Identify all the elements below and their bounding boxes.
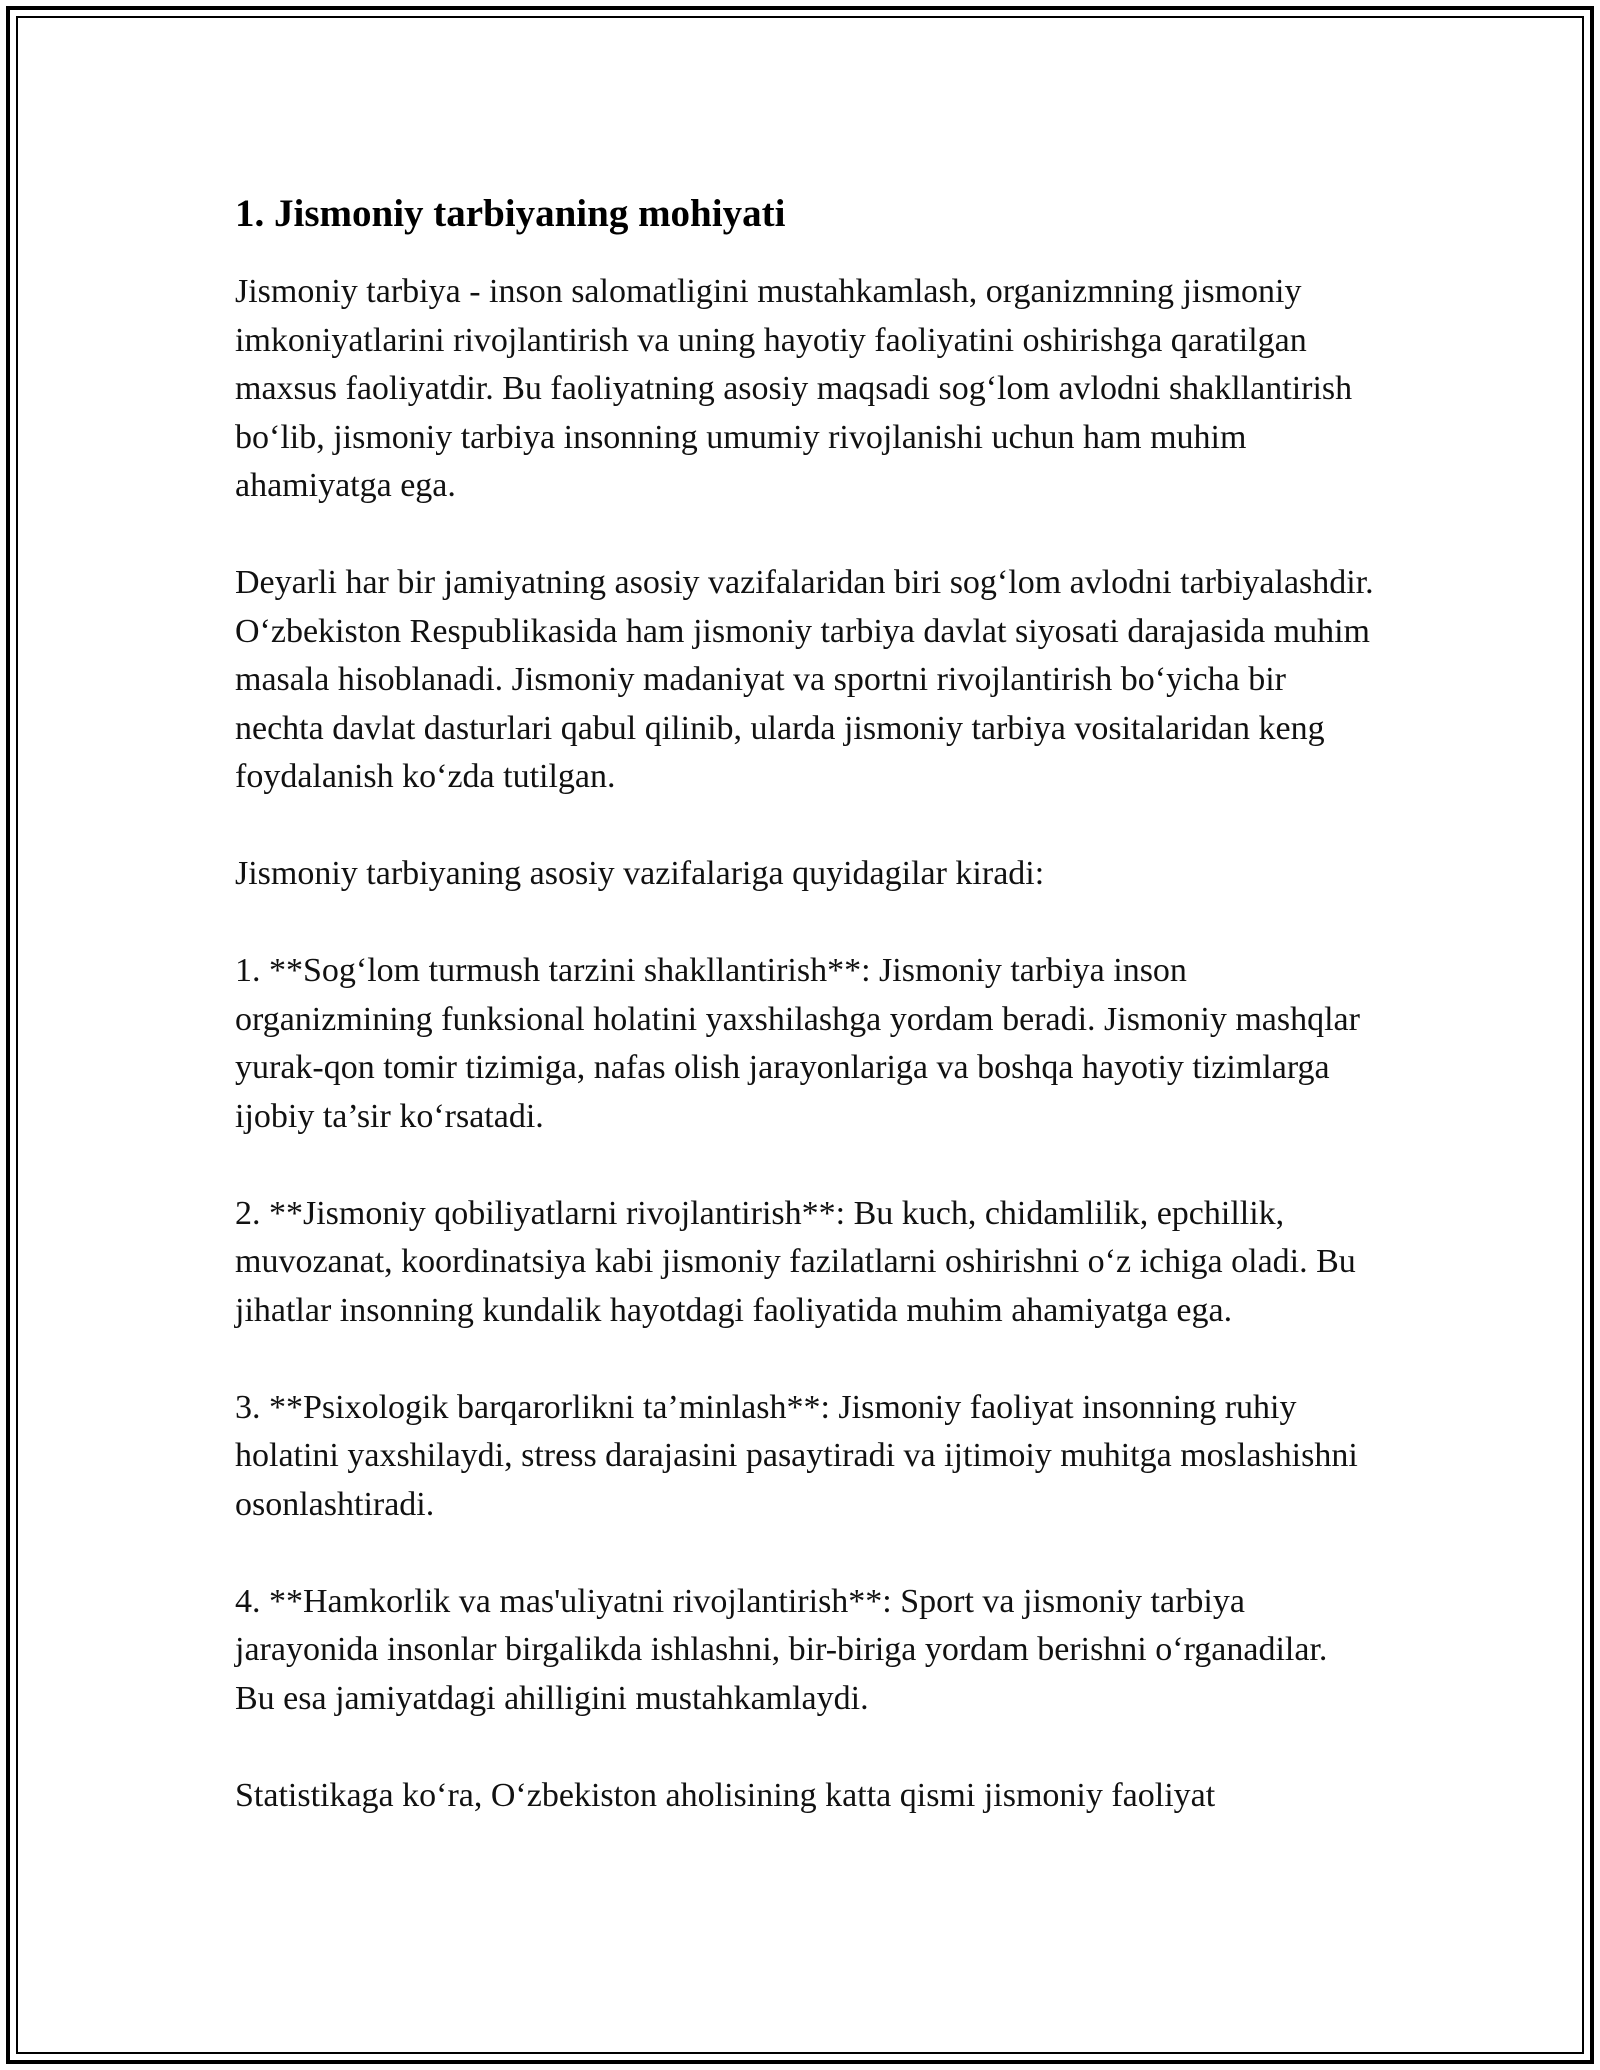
list-item-physical-abilities: 2. **Jismoniy qobiliyatlarni rivojlantirish**: Bu kuch, chidamlilik, epchillik, muvozanat, koordinatsiya kabi jismoniy fazilatlarni oshirishni o‘z ichiga oladi. Bu jihatlar insonning kundalik hayotdagi faoliyatida muhim ahamiyatga ega. (235, 1194, 1356, 1329)
paragraph-statistics: Statistikaga ko‘ra, O‘zbekiston aholisining katta qismi jismoniy faoliyat (235, 1776, 1216, 1814)
list-item-healthy-lifestyle: 1. **Sog‘lom turmush tarzini shakllantirish**: Jismoniy tarbiya inson organizmining funksional holatini yaxshilashga yordam beradi. Jismoniy mashqlar yurak-qon tomir tizimiga, nafas olish jarayonlariga va boshqa hayotiy tizimlarga ijobiy ta’sir ko‘rsatadi. (235, 952, 1360, 1135)
paragraph-tasks-intro: Jismoniy tarbiyaning asosiy vazifalariga quyidagilar kiradi: (235, 855, 1045, 892)
list-item-psychological-stability: 3. **Psixologik barqarorlikni ta’minlash**: Jismoniy faoliyat insonning ruhiy holatini yaxshilaydi, stress darajasini pasaytiradi va ijtimoiy muhitga moslashishni osonlashtiradi. (235, 1388, 1358, 1523)
list-item-cooperation: 4. **Hamkorlik va mas'uliyatni rivojlantirish**: Sport va jismoniy tarbiya jarayonida insonlar birgalikda ishlashni, bir-biriga yordam berishni o‘rganadilar. Bu esa jamiyatdagi ahilligini mustahkamlaydi. (235, 1582, 1328, 1717)
paragraph-state-policy: Deyarli har bir jamiyatning asosiy vazifalaridan biri sog‘lom avlodni tarbiyalashdir. O‘zbekiston Respublikasida ham jismoniy tarbiya davlat siyosati darajasida muhim masala hisoblanadi. Jismoniy madaniyat va sportni rivojlantirish bo‘yicha bir nechta davlat dasturlari qabul qilinib, ularda jismoniy tarbiya vositalaridan keng foydalanish ko‘zda tutilgan. (235, 564, 1374, 795)
section-heading: 1. Jismoniy tarbiyaning mohiyati (235, 192, 786, 235)
document-body (235, 190, 1375, 1820)
paragraph-definition: Jismoniy tarbiya - inson salomatligini mustahkamlash, organizmning jismoniy imkoniyatlarini rivojlantirish va uning hayotiy faoliyatini oshirishga qaratilgan maxsus faoliyatdir. Bu faoliyatning asosiy maqsadi sog‘lom avlodni shakllantirish bo‘lib, jismoniy tarbiya insonning umumiy rivojlanishi uchun ham muhim ahamiyatga ega. (235, 273, 1353, 504)
